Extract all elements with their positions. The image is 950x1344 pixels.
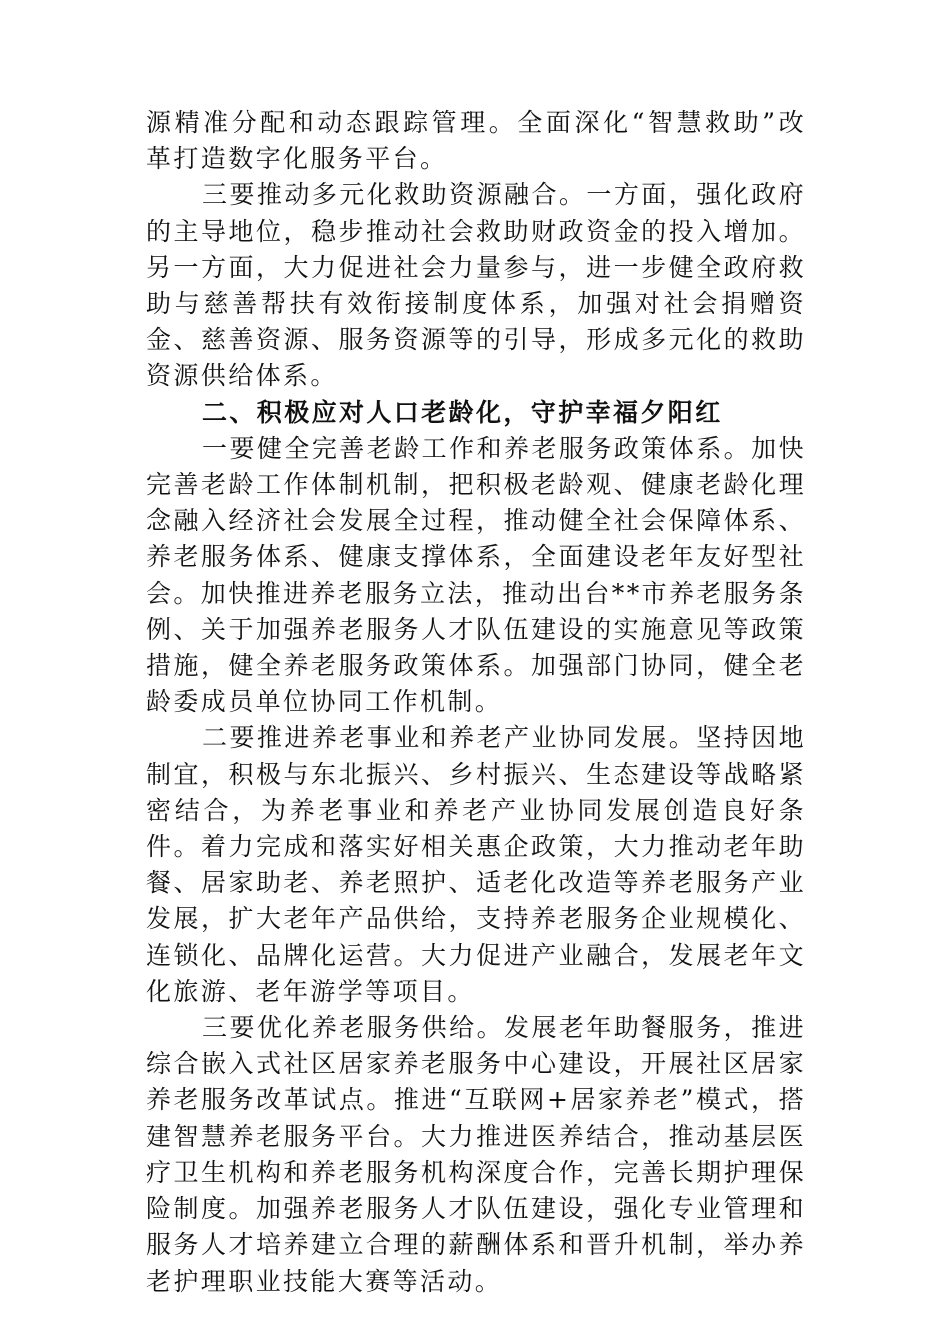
document-page — [146, 105, 806, 1300]
paragraph-elderly-service-supply: 三要优化养老服务供给。发展老年助餐服务，推进综合嵌入式社区居家养老服务中心建设，开展社区居家养老服务改革试点。推进“互联网+居家养老”模式，搭建智慧养老服务平台。大力推进医养结合，推动基层医疗卫生机构和养老服务机构深度合作，完善长期护理保险制度。加强养老服务人才队伍建设，强化专业管理和服务人才培养建立合理的薪酬体系和晋升机制，举办养老护理职业技能大赛等活动。 — [146, 1013, 806, 1296]
section-heading-aging-population: 二、积极应对人口老龄化，守护幸福夕阳红 — [202, 397, 723, 427]
paragraph-diversified-aid-resources: 三要推动多元化救助资源融合。一方面，强化政府的主导地位，稳步推动社会救助财政资金的投入增加。另一方面，大力促进社会力量参与，进一步健全政府救助与慈善帮扶有效衔接制度体系，加强对社会捐赠资金、慈善资源、服务资源等的引导，形成多元化的救助资源供给体系。 — [146, 180, 806, 391]
paragraph-elderly-industry-development: 二要推进养老事业和养老产业协同发展。坚持因地制宜，积极与东北振兴、乡村振兴、生态建设等战略紧密结合，为养老事业和养老产业协同发展创造良好条件。着力完成和落实好相关惠企政策，大力推动老年助餐、居家助老、养老照护、适老化改造等养老服务产业发展，扩大老年产品供给，支持养老服务企业规模化、连锁化、品牌化运营。大力促进产业融合，发展老年文化旅游、老年游学等项目。 — [146, 723, 806, 1006]
paragraph-elderly-policy-system: 一要健全完善老龄工作和养老服务政策体系。加快完善老龄工作体制机制，把积极老龄观、健康老龄化理念融入经济社会发展全过程，推动健全社会保障体系、养老服务体系、健康支撑体系，全面建设老年友好型社会。加快推进养老服务立法，推动出台**市养老服务条例、关于加强养老服务人才队伍建设的实施意见等政策措施，健全养老服务政策体系。加强部门协同，健全老龄委成员单位协同工作机制。 — [146, 433, 807, 717]
paragraph-continued: 源精准分配和动态跟踪管理。全面深化“智慧救助”改革打造数字化服务平台。 — [146, 108, 806, 174]
